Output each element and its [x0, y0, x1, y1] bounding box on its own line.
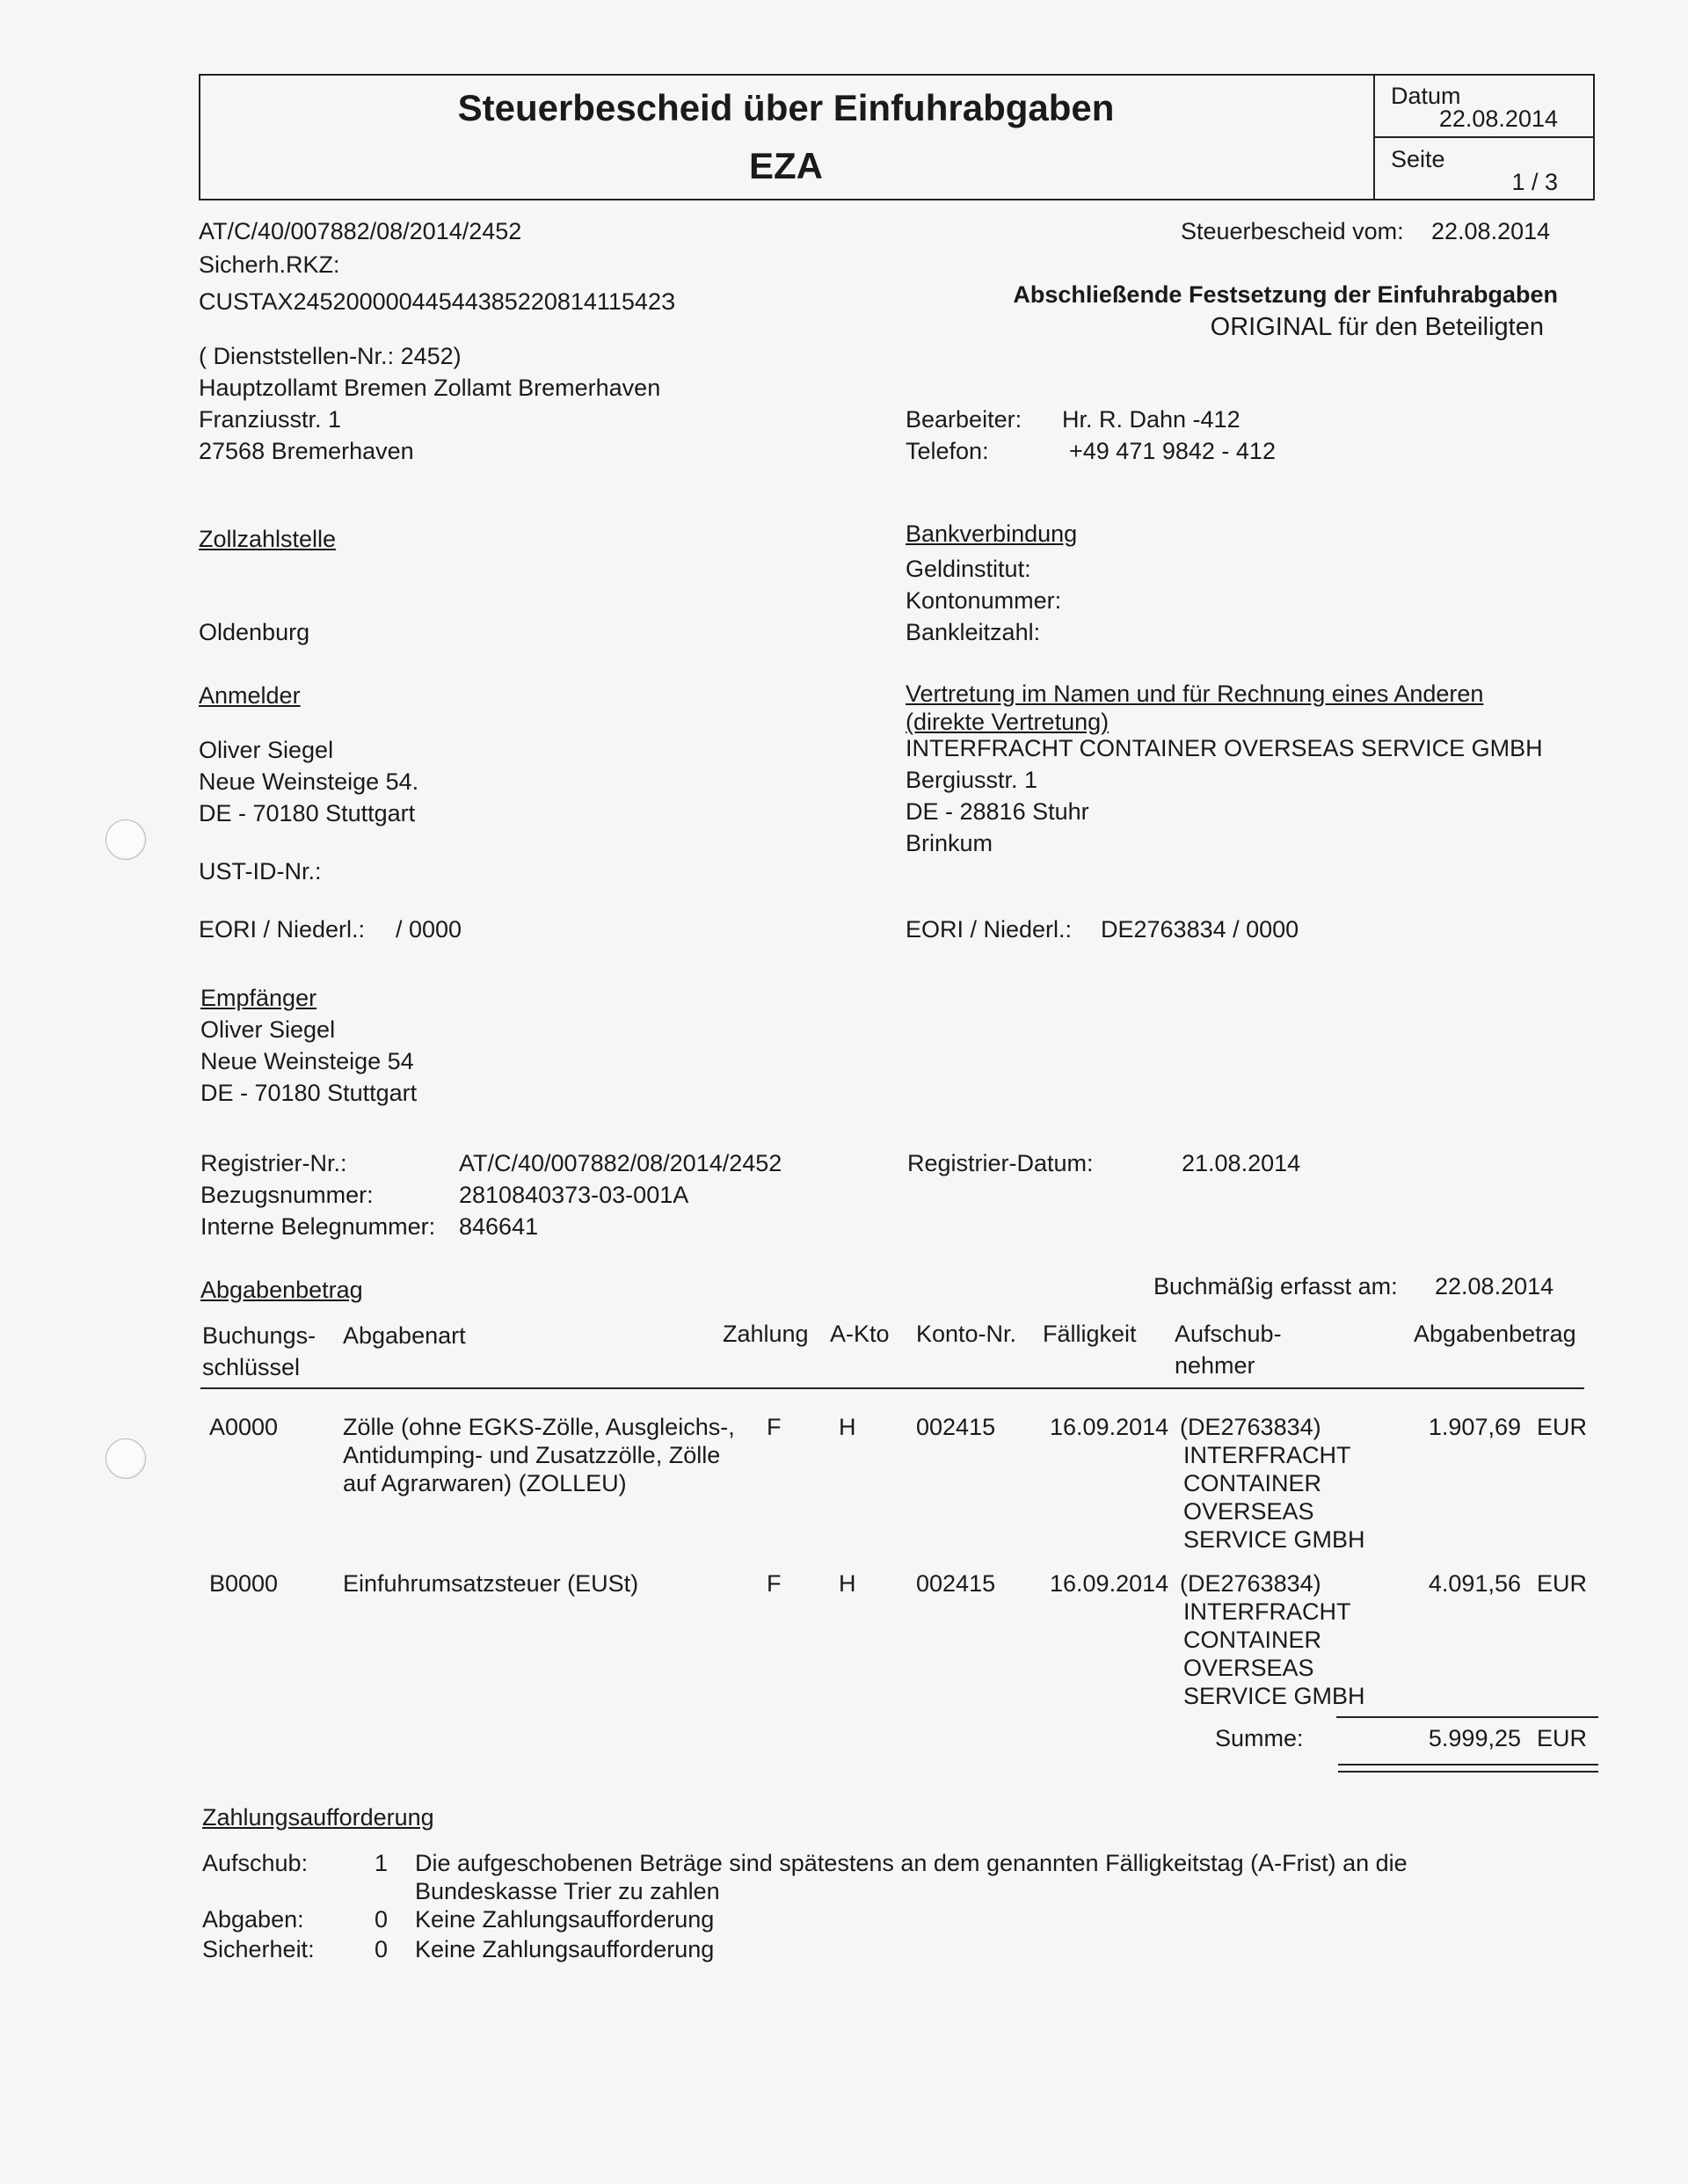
telefon-label: Telefon: — [906, 438, 989, 464]
registrier-datum-value: 21.08.2014 — [1182, 1150, 1301, 1176]
aufschub-text: Die aufgeschobenen Beträge sind spätestens an dem genannten Fälligkeitstag (A-Frist) an die — [415, 1850, 1408, 1876]
zollzahlstelle-heading: Zollzahlstelle — [199, 526, 337, 552]
row-nehmer-line: (DE2763834) — [1180, 1570, 1321, 1597]
row-art-line: Antidumping- und Zusatzzölle, Zölle — [343, 1442, 721, 1468]
row-betrag: 1.907,69 — [1428, 1414, 1521, 1440]
col-schluessel: schlüssel — [202, 1354, 301, 1380]
summe-label: Summe: — [1215, 1725, 1304, 1751]
authority-city: 27568 Bremerhaven — [199, 438, 414, 464]
anmelder-eori-value: / 0000 — [396, 916, 462, 943]
datum-label: Datum — [1391, 83, 1461, 109]
row-zahlung: F — [767, 1414, 782, 1440]
aufschub-text: Bundeskasse Trier zu zahlen — [415, 1878, 720, 1904]
bearbeiter-value: Hr. R. Dahn -412 — [1062, 406, 1241, 433]
vertretung-street: Bergiusstr. 1 — [906, 767, 1038, 793]
row-nehmer-line: (DE2763834) — [1180, 1414, 1321, 1440]
anmelder-city: DE - 70180 Stuttgart — [199, 800, 416, 826]
anmelder-name: Oliver Siegel — [199, 737, 334, 763]
sicherh-label: Sicherh.RKZ: — [199, 251, 340, 278]
custax-number: CUSTAX2452000004454438522081411542З — [199, 288, 676, 315]
steuerbescheid-vom-value: 22.08.2014 — [1431, 218, 1551, 244]
row-nehmer-line: INTERFRACHT — [1183, 1598, 1351, 1625]
document-title: Steuerbescheid über Einfuhrabgaben — [457, 87, 1115, 128]
punch-hole-bottom — [106, 1438, 146, 1479]
vertretung-subheading: (direkte Vertretung) — [906, 709, 1110, 735]
reference-number: AT/C/40/007882/08/2014/2452 — [199, 218, 522, 244]
summe-waehrung: EUR — [1537, 1725, 1588, 1751]
row-waehrung: EUR — [1537, 1570, 1588, 1597]
festsetzung-subtitle: ORIGINAL für den Beteiligten — [1210, 313, 1544, 341]
vertretung-district: Brinkum — [906, 830, 993, 856]
row-art-line: Zölle (ohne EGKS-Zölle, Ausgleichs-, — [343, 1414, 735, 1440]
col-zahlung: Zahlung — [723, 1321, 809, 1347]
steuerbescheid-vom-label: Steuerbescheid vom: — [1181, 218, 1404, 244]
bearbeiter-label: Bearbeiter: — [906, 406, 1022, 433]
anmelder-street: Neue Weinsteige 54. — [199, 768, 419, 795]
row-nehmer-line: INTERFRACHT — [1183, 1442, 1351, 1468]
empfaenger-street: Neue Weinsteige 54 — [200, 1048, 414, 1074]
bezugsnummer-value: 2810840373-03-001A — [459, 1182, 689, 1208]
authority-street: Franziusstr. 1 — [199, 406, 342, 433]
dienststelle: ( Dienststellen-Nr.: 2452) — [199, 343, 462, 369]
row-nehmer-line: OVERSEAS — [1183, 1498, 1314, 1525]
col-aufschub: Aufschub- — [1175, 1321, 1282, 1347]
registrier-nr-value: AT/C/40/007882/08/2014/2452 — [459, 1150, 782, 1176]
col-akto: A-Kto — [830, 1321, 890, 1347]
row-betrag: 4.091,56 — [1428, 1570, 1521, 1597]
document-subtitle: EZA — [749, 145, 823, 186]
row-akto: H — [839, 1570, 856, 1597]
vertretung-heading: Vertretung im Namen und für Rechnung eines Anderen — [906, 681, 1484, 707]
abgabenbetrag-heading: Abgabenbetrag — [200, 1277, 363, 1303]
sicherheit-code: 0 — [375, 1936, 389, 1962]
registrier-nr-label: Registrier-Nr.: — [200, 1150, 347, 1176]
row-art-line: auf Agrarwaren) (ZOLLEU) — [343, 1470, 627, 1496]
empfaenger-heading: Empfänger — [200, 985, 317, 1011]
col-nehmer: nehmer — [1175, 1352, 1255, 1379]
row-nehmer-line: CONTAINER — [1183, 1470, 1322, 1496]
row-kontonr: 002415 — [916, 1414, 996, 1440]
col-abgabenbetrag: Abgabenbetrag — [1414, 1321, 1576, 1347]
empfaenger-city: DE - 70180 Stuttgart — [200, 1080, 418, 1106]
seite-label: Seite — [1391, 146, 1445, 172]
row-nehmer-line: CONTAINER — [1183, 1627, 1322, 1653]
bank-heading: Bankverbindung — [906, 521, 1078, 547]
datum-value: 22.08.2014 — [1438, 106, 1558, 132]
registrier-datum-label: Registrier-Datum: — [907, 1150, 1094, 1176]
table-header-rule — [200, 1387, 1584, 1389]
zahlung-heading: Zahlungsaufforderung — [202, 1804, 434, 1831]
anmelder-heading: Anmelder — [199, 682, 301, 709]
anmelder-eori-label: EORI / Niederl.: — [199, 916, 366, 943]
buchmaessig-label: Buchmäßig erfasst am: — [1153, 1273, 1398, 1299]
bezugsnummer-label: Bezugsnummer: — [200, 1182, 374, 1208]
row-akto: H — [839, 1414, 856, 1440]
row-kontonr: 002415 — [916, 1570, 996, 1597]
row-nehmer-line: SERVICE GMBH — [1183, 1683, 1365, 1709]
abgaben-code: 0 — [375, 1906, 389, 1933]
buchmaessig-value: 22.08.2014 — [1435, 1273, 1554, 1299]
row-waehrung: EUR — [1537, 1414, 1588, 1440]
row-schluessel: A0000 — [209, 1414, 279, 1440]
vertretung-eori-label: EORI / Niederl.: — [906, 916, 1073, 943]
row-schluessel: B0000 — [209, 1570, 279, 1597]
vertretung-city: DE - 28816 Stuhr — [906, 798, 1089, 825]
summe-double-rule — [1338, 1764, 1598, 1765]
abgaben-text: Keine Zahlungsaufforderung — [415, 1906, 715, 1933]
header-divider — [1373, 136, 1595, 138]
col-buchungs: Buchungs- — [202, 1322, 316, 1349]
authority-name: Hauptzollamt Bremen Zollamt Bremerhaven — [199, 375, 661, 401]
kontonummer-label: Kontonummer: — [906, 587, 1062, 614]
abgaben-label: Abgaben: — [202, 1906, 304, 1933]
summe-top-rule — [1336, 1716, 1598, 1718]
vertretung-name: INTERFRACHT CONTAINER OVERSEAS SERVICE GMBH — [906, 735, 1543, 761]
bankleitzahl-label: Bankleitzahl: — [906, 619, 1041, 645]
aufschub-label: Aufschub: — [202, 1850, 309, 1876]
row-nehmer-line: OVERSEAS — [1183, 1655, 1314, 1681]
row-art-line: Einfuhrumsatzsteuer (EUSt) — [343, 1570, 639, 1597]
col-kontonr: Konto-Nr. — [916, 1321, 1017, 1347]
aufschub-code: 1 — [375, 1850, 389, 1876]
festsetzung-title: Abschließende Festsetzung der Einfuhrabgaben — [1013, 281, 1558, 308]
row-faelligkeit: 16.09.2014 — [1050, 1414, 1169, 1440]
row-faelligkeit: 16.09.2014 — [1050, 1570, 1169, 1597]
geldinstitut-label: Geldinstitut: — [906, 556, 1031, 582]
interne-belegnummer-label: Interne Belegnummer: — [200, 1213, 436, 1240]
col-abgabenart: Abgabenart — [343, 1322, 466, 1349]
seite-value: 1 / 3 — [1511, 169, 1558, 195]
telefon-value: +49 471 9842 - 412 — [1069, 438, 1276, 464]
sicherheit-text: Keine Zahlungsaufforderung — [415, 1936, 715, 1962]
summe-double-rule — [1338, 1771, 1598, 1773]
col-faelligkeit: Fälligkeit — [1043, 1321, 1137, 1347]
interne-belegnummer-value: 846641 — [459, 1213, 539, 1240]
row-nehmer-line: SERVICE GMBH — [1183, 1526, 1365, 1553]
empfaenger-name: Oliver Siegel — [200, 1016, 336, 1043]
zollzahlstelle-value: Oldenburg — [199, 619, 310, 645]
summe-value: 5.999,25 — [1428, 1725, 1521, 1751]
punch-hole-top — [106, 819, 146, 860]
row-zahlung: F — [767, 1570, 782, 1597]
anmelder-ust: UST-ID-Nr.: — [199, 858, 322, 885]
sicherheit-label: Sicherheit: — [202, 1936, 315, 1962]
vertretung-eori-value: DE2763834 / 0000 — [1101, 916, 1299, 943]
